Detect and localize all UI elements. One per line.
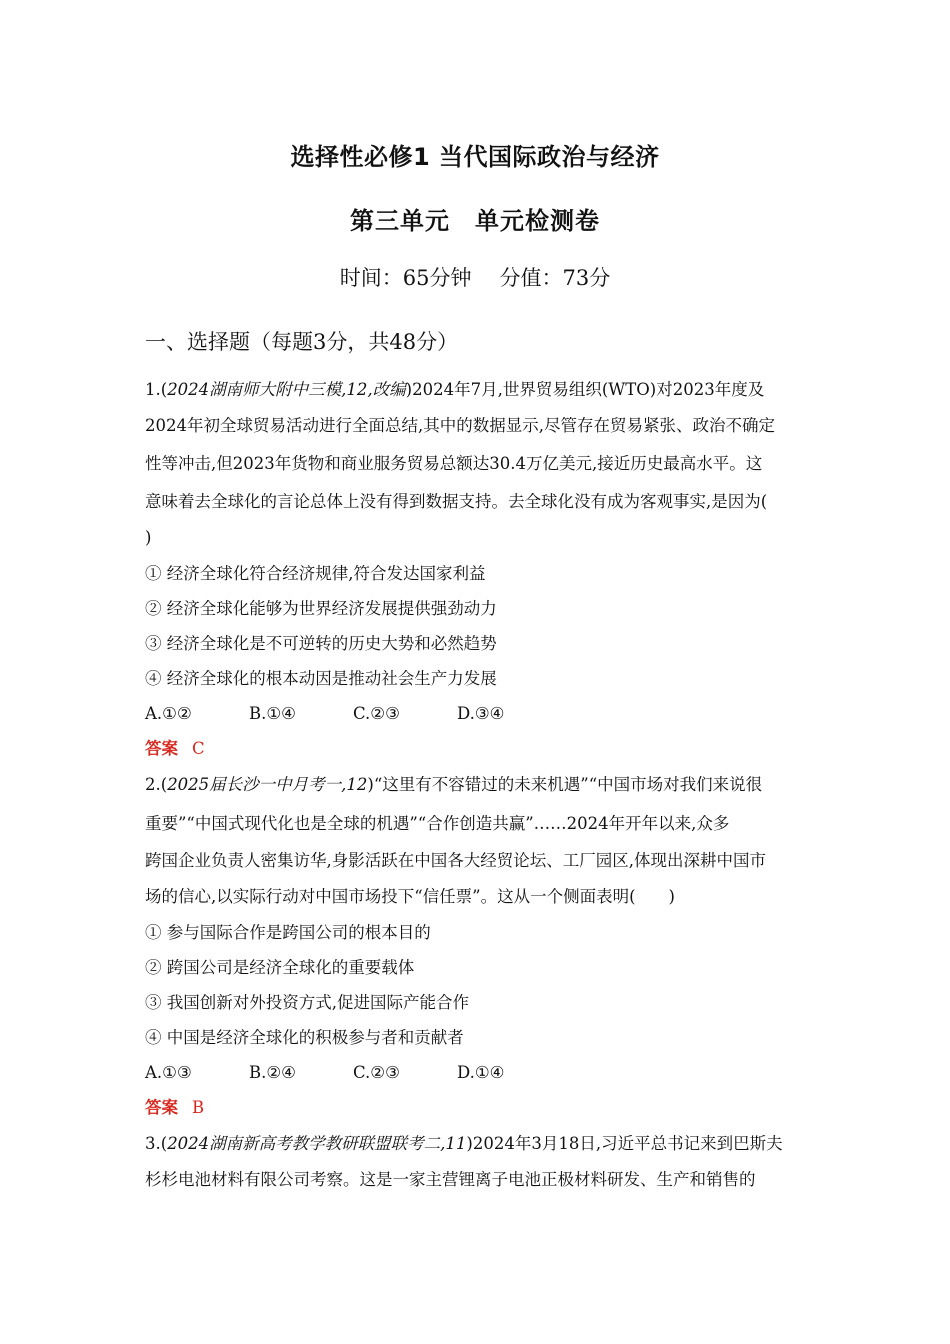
- q1-line-5: ): [145, 528, 152, 547]
- q2-answer: 答案 B: [145, 1098, 205, 1117]
- q1-item-2: ② 经济全球化能够为世界经济发展提供强劲动力: [145, 599, 497, 618]
- exam-info: [0, 262, 950, 292]
- q1-option-c: C.②③: [353, 704, 400, 723]
- q1-option-b: B.①④: [249, 704, 296, 723]
- q3-line-2: 杉杉电池材料有限公司考察。这是一家主营锂离子电池正极材料研发、生产和销售的: [145, 1170, 756, 1189]
- q3-line-1: 3.(2024湖南新高考教学教研联盟联考二,11)2024年3月18日,习近平总书记来到巴斯夫: [145, 1134, 783, 1153]
- q2-line-3: 跨国企业负责人密集访华,身影活跃在中国各大经贸论坛、工厂园区,体现出深耕中国市: [145, 851, 766, 870]
- q2-option-a: A.①③: [145, 1063, 192, 1082]
- q2-option-b: B.②④: [249, 1063, 296, 1082]
- section-heading: 一、选择题（每题3分，共48分）: [145, 330, 459, 354]
- q3-source: 2024湖南新高考教学教研联盟联考二,11: [167, 1134, 467, 1153]
- q2-item-1: ① 参与国际合作是跨国公司的根本目的: [145, 923, 431, 942]
- q1-source: 2024湖南师大附中三模,12,改编: [167, 380, 406, 399]
- q1-option-a: A.①②: [145, 704, 192, 723]
- q1-item-4: ④ 经济全球化的根本动因是推动社会生产力发展: [145, 669, 497, 688]
- q1-line-4: 意味着去全球化的言论总体上没有得到数据支持。去全球化没有成为客观事实,是因为(: [145, 492, 768, 511]
- q1-item-1: ① 经济全球化符合经济规律,符合发达国家利益: [145, 564, 486, 583]
- q2-line-2: 重要”“中国式现代化也是全球的机遇”“合作创造共赢”……2024年开年以来,众多: [145, 814, 730, 833]
- q2-line-4: 场的信心,以实际行动对中国市场投下“信任票”。这从一个侧面表明( ): [145, 887, 675, 906]
- score-label: 分值：73分: [499, 266, 611, 290]
- q1-answer: 答案 C: [145, 739, 205, 758]
- q1-line-2: 2024年初全球贸易活动进行全面总结,其中的数据显示,尽管存在贸易紧张、政治不确定: [145, 416, 775, 435]
- q2-option-c: C.②③: [353, 1063, 400, 1082]
- q2-item-3: ③ 我国创新对外投资方式,促进国际产能合作: [145, 993, 469, 1012]
- q2-option-d: D.①④: [457, 1063, 505, 1082]
- q1-line-1: 1.(2024湖南师大附中三模,12,改编)2024年7月,世界贸易组织(WTO)对2023年度及: [145, 380, 765, 399]
- time-label: 时间：65分钟: [339, 266, 472, 290]
- q2-item-2: ② 跨国公司是经济全球化的重要载体: [145, 958, 415, 977]
- q1-options: [145, 702, 561, 726]
- q1-item-3: ③ 经济全球化是不可逆转的历史大势和必然趋势: [145, 634, 497, 653]
- q2-source: 2025届长沙一中月考一,12: [167, 775, 368, 794]
- q2-line-1: 2.(2025届长沙一中月考一,12)“这里有不容错过的未来机遇”“中国市场对我们来说很: [145, 775, 763, 794]
- q2-options: [145, 1061, 561, 1085]
- document-subtitle: 第三单元 单元检测卷: [350, 207, 600, 235]
- q1-line-3: 性等冲击,但2023年货物和商业服务贸易总额达30.4万亿美元,接近历史最高水平。这: [145, 454, 763, 473]
- q2-item-4: ④ 中国是经济全球化的积极参与者和贡献者: [145, 1028, 464, 1047]
- q1-option-d: D.③④: [457, 704, 505, 723]
- document-title: 选择性必修1 当代国际政治与经济: [290, 143, 660, 171]
